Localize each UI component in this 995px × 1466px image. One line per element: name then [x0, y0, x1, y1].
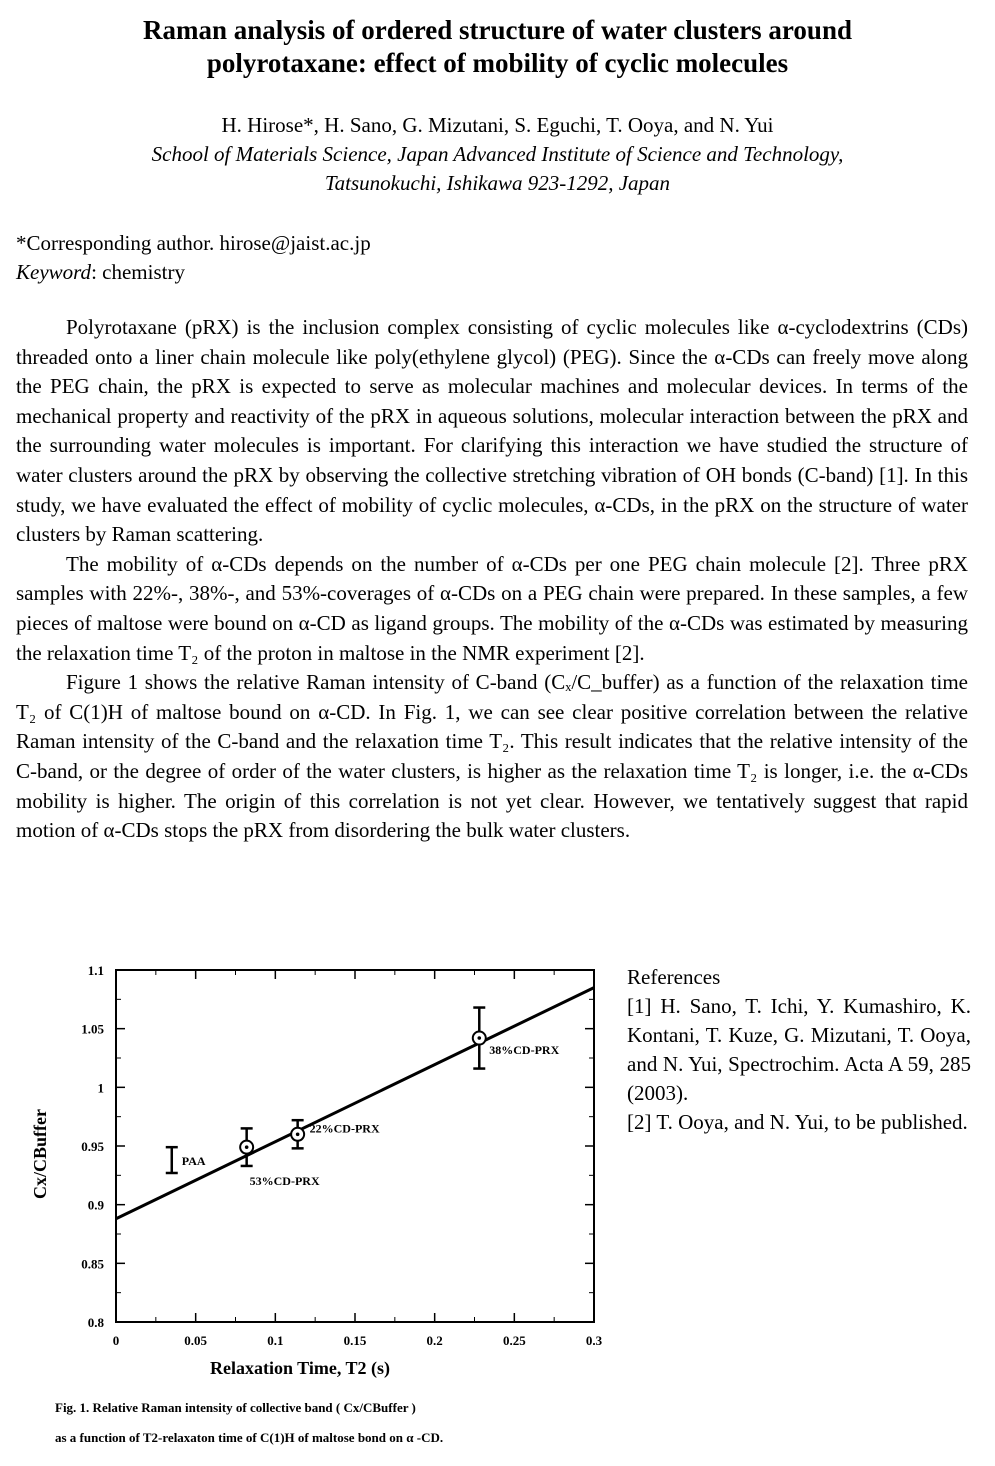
reference-point-label: PAA [181, 1154, 206, 1169]
corresponding-block [16, 229, 371, 287]
author-list: H. Hirose*, H. Sano, G. Mizutani, S. Eguchi, T. Ooya, and N. Yui [221, 113, 774, 137]
y-tick-label: 0.85 [81, 1256, 104, 1272]
caption-line-2: as a function of T2-relaxaton time of C(1)H of maltose bond on α -CD. [55, 1430, 444, 1445]
keyword-value: : chemistry [91, 260, 185, 284]
x-tick-label: 0 [112, 1333, 120, 1348]
data-point-center [245, 1145, 249, 1149]
x-tick-label: 0.15 [343, 1333, 367, 1348]
fit-line [116, 988, 594, 1219]
y-axis-title: Cx/CBuffer [30, 1109, 50, 1199]
affiliation-line-2: Tatsunokuchi, Ishikawa 923-1292, Japan [324, 171, 671, 195]
x-tick-label: 0.2 [426, 1333, 443, 1348]
paragraph-1: Polyrotaxane (pRX) is the inclusion complex consisting of cyclic molecules like α-cyclodextrins (CDs) threaded onto a liner chain molecule like poly(ethylene glycol) (PEG). Since the α-CDs can freely move along the PEG chain, the pRX is expected to serve as molecular machines and molecular devices. In terms of the mechanical property and reactivity of the pRX in aqueous solutions, molecular interaction between the pRX and the surrounding water molecules is important. For clarifying this interaction we have studied the structure of water clusters around the pRX by observing the collective stretching vibration of OH bonds (C-band) [1]. In this study, we have evaluated the effect of mobility of cyclic molecules, α-CDs, in the pRX on the structure of water clusters by Raman scattering. [16, 315, 968, 547]
data-point-center [477, 1036, 481, 1040]
data-point-label: 22%CD-PRX [309, 1121, 380, 1136]
data-point-label: 38%CD-PRX [489, 1043, 560, 1058]
paper-title [0, 14, 995, 80]
body-text [16, 313, 968, 846]
corresponding-author: *Corresponding author. hirose@jaist.ac.jp [16, 231, 371, 255]
y-tick-label: 0.95 [81, 1139, 104, 1154]
y-tick-label: 1.05 [81, 1021, 104, 1037]
keyword-label: Keyword [16, 260, 92, 284]
reference-1: [1] H. Sano, T. Ichi, Y. Kumashiro, K. Kontani, T. Kuze, G. Mizutani, T. Ooya, and N. Yui, Spectrochim. Acta A 59, 285 (2003). [627, 994, 971, 1105]
y-tick-label: 0.9 [87, 1197, 104, 1213]
x-tick-label: 0.3 [585, 1333, 603, 1348]
figure-1-chart [0, 955, 610, 1395]
y-tick-label: 1 [97, 1080, 104, 1096]
figure-caption [55, 1393, 443, 1453]
x-tick-label: 0.1 [267, 1333, 284, 1348]
data-point-label: 53%CD-PRX [249, 1174, 320, 1189]
affiliation [0, 140, 995, 198]
references [627, 963, 971, 1137]
affiliation-line-1: School of Materials Science, Japan Advanced Institute of Science and Technology, [151, 142, 844, 166]
references-heading: References [627, 965, 721, 989]
paragraph-3: Figure 1 shows the relative Raman intensity of C-band (Cₓ/C_buffer) as a function of the relaxation time T₂ of C(1)H of maltose bound on α-CD. In Fig. 1, we can see clear positive correlation between the relative Raman intensity of the C-band and the relaxation time T₂. This result indicates that the relative intensity of the C-band, or the degree of order of the water clusters, is higher as the relaxation time T₂ is longer, i.e. the α-CDs mobility is higher. The origin of this correlation is not yet clear. However, we tentatively suggest that rapid motion of α-CDs stops the pRX from disordering the bulk water clusters. [16, 670, 968, 843]
x-axis-title: Relaxation Time, T2 (s) [209, 1358, 391, 1378]
x-tick-label: 0.25 [502, 1333, 526, 1348]
reference-2: [2] T. Ooya, and N. Yui, to be published. [627, 1110, 968, 1134]
keyword-line [16, 258, 371, 287]
y-tick-label: 0.8 [87, 1315, 104, 1330]
x-tick-label: 0.05 [184, 1333, 208, 1348]
y-tick-label: 1.1 [87, 963, 104, 978]
title-line-2: polyrotaxane: effect of mobility of cyclic molecules [206, 48, 789, 78]
caption-line-1: Fig. 1. Relative Raman intensity of collective band ( Cx/CBuffer ) [55, 1400, 416, 1415]
paragraph-2: The mobility of α-CDs depends on the number of α-CDs per one PEG chain molecule [2]. Three pRX samples with 22%-, 38%-, and 53%-coverages of α-CDs on a PEG chain were prepared. In these samples, a few pieces of maltose were bound on α-CD as ligand groups. The mobility of the α-CDs was estimated by measuring the relaxation time T₂ of the proton in maltose in the NMR experiment [2]. [16, 551, 968, 665]
title-line-1: Raman analysis of ordered structure of water clusters around [143, 15, 852, 45]
data-point-center [296, 1132, 300, 1136]
